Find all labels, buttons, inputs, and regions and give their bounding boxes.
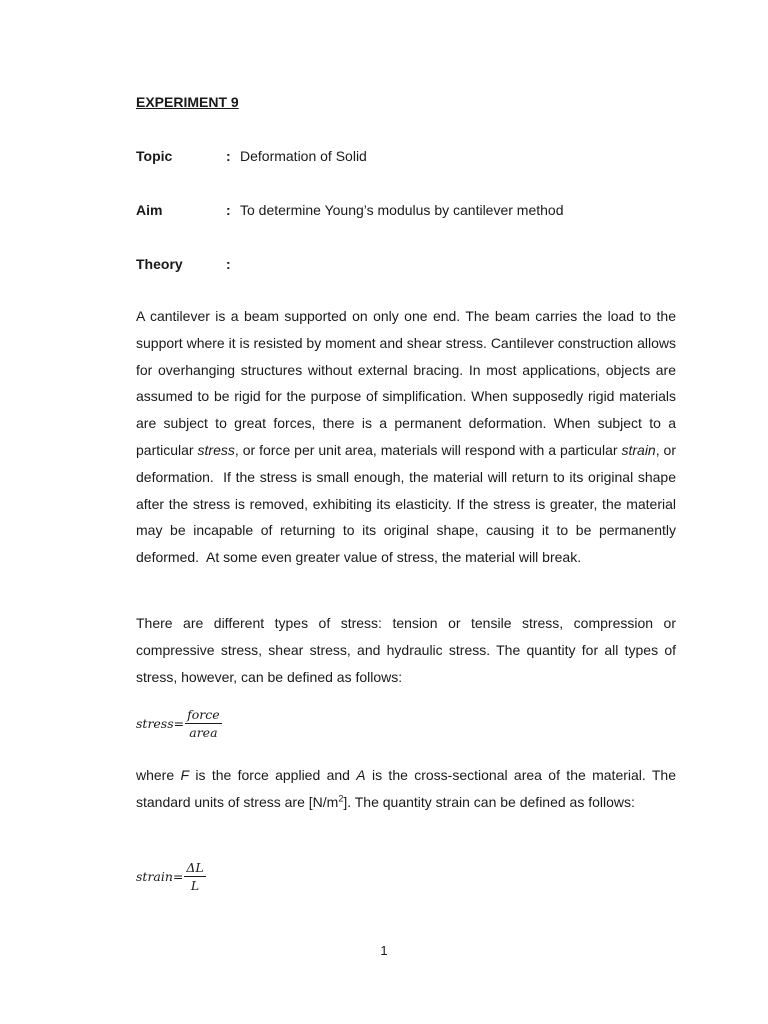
- paragraph-3-text-a: where: [136, 767, 181, 783]
- stress-formula: [136, 707, 222, 740]
- theory-field: [136, 255, 696, 273]
- stress-denominator: area: [189, 725, 218, 740]
- topic-field: [136, 147, 696, 165]
- experiment-heading: EXPERIMENT 9: [136, 94, 239, 110]
- area-symbol: A: [356, 767, 366, 783]
- aim-value: To determine Young’s modulus by cantilever method: [240, 202, 564, 218]
- theory-paragraph-3: [136, 762, 676, 816]
- theory-paragraph-2: There are different types of stress: tension or tensile stress, compression or compressive stress, shear stress, and hydraulic stress. The quantity for all types of stress, however, can be defined as follows:: [136, 615, 676, 685]
- topic-colon: :: [226, 148, 231, 164]
- theory-colon: :: [226, 256, 231, 272]
- stress-fraction: [185, 707, 222, 740]
- page-number: 1: [380, 943, 388, 958]
- aim-colon: :: [226, 202, 231, 218]
- paragraph-3-text-c: is the cross-sectional area of the material. The standard units of stress are [N/m: [136, 767, 676, 810]
- unit-exponent: 2: [338, 793, 344, 804]
- paragraph-3-text-b: is the force applied and: [189, 767, 357, 783]
- aim-field: [136, 201, 696, 219]
- theory-paragraph-1: [136, 303, 676, 571]
- topic-value: Deformation of Solid: [240, 148, 367, 164]
- strain-denominator: L: [190, 878, 200, 893]
- strain-fraction: [184, 860, 205, 893]
- theory-label: Theory: [136, 256, 183, 272]
- paragraph-1-text-b: , or force per unit area, materials will respond with a particular: [234, 441, 622, 458]
- stress-formula-lhs: stress=: [136, 716, 185, 731]
- paragraph-1-text-a: A cantilever is a beam supported on only one end. The beam carries the load to the support where it is resisted by moment and shear stress. Cantilever construction allows for overhanging structures without external bracing. In most applications, objects are assumed to be rigid for the purpose of simplification. When supposedly rigid materials are subject to great forces, there is a permanent deformation. When subject to a particular: [136, 308, 677, 458]
- paragraph-1-text-c: , or deformation. If the stress is small enough, the material will return to its original shape after the stress is removed, exhibiting its elasticity. If the stress is greater, the material may be incapable of returning to its original shape, causing it to be permanently deformed. At some even greater value of stress, the material will break.: [136, 441, 677, 566]
- strain-formula: [136, 860, 206, 893]
- strain-formula-lhs: strain=: [136, 869, 184, 884]
- strain-term: strain: [621, 441, 656, 458]
- stress-numerator: force: [187, 707, 220, 722]
- aim-label: Aim: [136, 202, 163, 218]
- paragraph-3-text-d: ]. The quantity strain can be defined as follows:: [343, 793, 635, 810]
- stress-term: stress: [197, 441, 235, 458]
- force-symbol: F: [180, 767, 190, 783]
- strain-numerator: ΔL: [186, 860, 204, 875]
- topic-label: Topic: [136, 148, 173, 164]
